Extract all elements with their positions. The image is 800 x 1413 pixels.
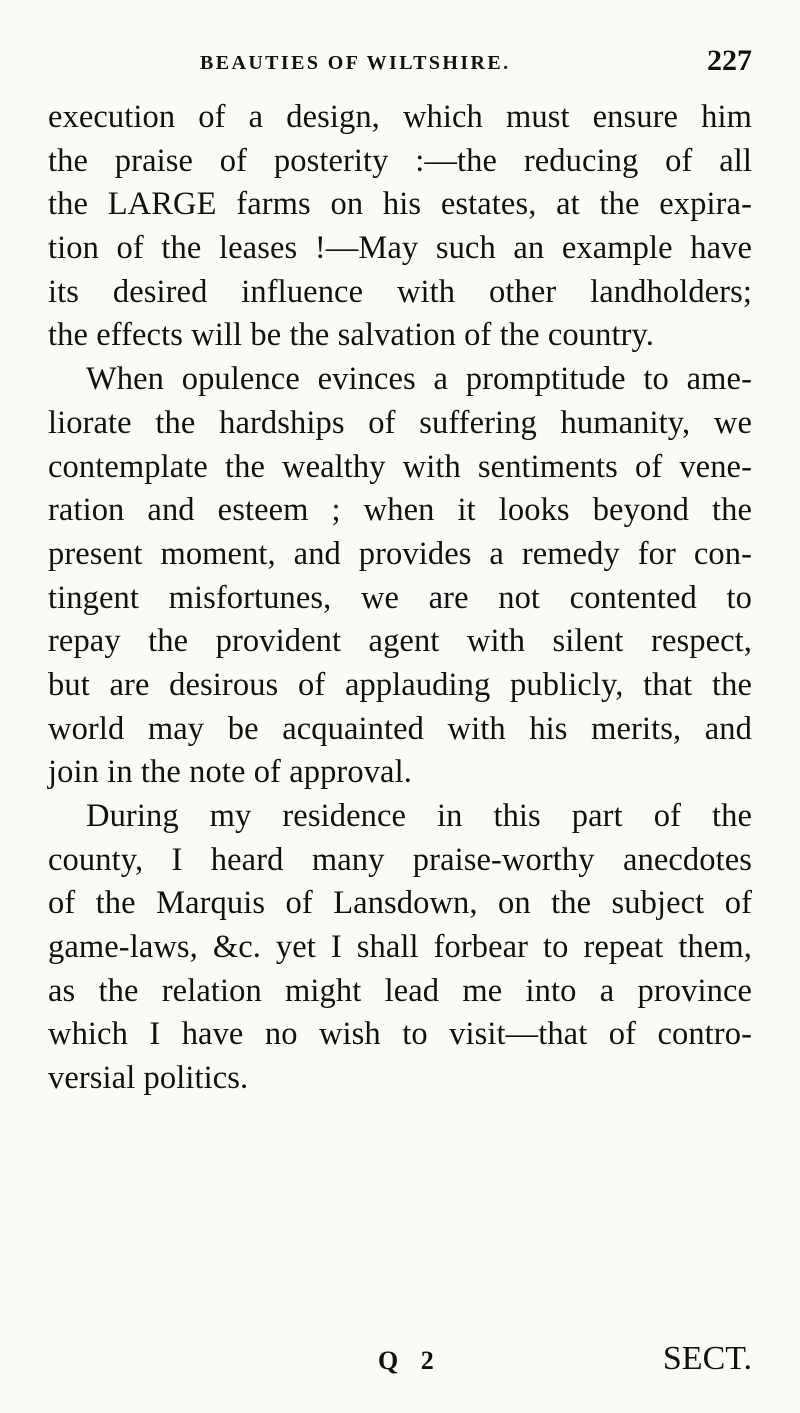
text-line: execution of a design, which must ensure him [48, 99, 752, 135]
page-number: 227 [707, 44, 752, 77]
text-line: versial politics. [48, 1060, 249, 1097]
text-line: repay the provident agent with silent respect, [48, 623, 752, 660]
text-line: as the relation might lead me into a province [48, 972, 752, 1009]
text-line: When opulence evinces a promptitude to ame- [86, 361, 752, 398]
text-line: world may be acquainted with his merits, and [48, 710, 752, 747]
text-line: the effects will be the salvation of the country. [48, 317, 654, 354]
text-line: present moment, and provides a remedy for con- [48, 535, 752, 572]
text-line: During my residence in this part of the [86, 798, 752, 834]
paragraph-2 [48, 358, 752, 795]
text-line: of the Marquis of Lansdown, on the subject of [48, 885, 752, 922]
catchword: SECT. [662, 1340, 752, 1377]
paragraph-3 [48, 795, 752, 1101]
text-line: liorate the hardships of suffering humanity, we [48, 404, 752, 441]
signature-mark: Q 2 [378, 1346, 442, 1375]
text-line: tingent misfortunes, we are not contented to [48, 579, 752, 616]
text-line: ration and esteem ; when it looks beyond the [48, 492, 752, 529]
text-line: contemplate the wealthy with sentiments of vene- [48, 448, 752, 485]
text-line: the praise of posterity :—the reducing of all [48, 142, 752, 179]
text-line: tion of the leases !—May such an example have [48, 230, 752, 267]
page-header [48, 44, 752, 80]
page-footer [48, 1340, 752, 1388]
body-text [48, 96, 752, 1101]
text-line: which I have no wish to visit—that of contro- [48, 1016, 752, 1053]
text-line: the LARGE farms on his estates, at the expira- [48, 186, 752, 223]
running-head: BEAUTIES OF WILTSHIRE. [200, 52, 511, 74]
text-line: join in the note of approval. [48, 754, 412, 791]
text-line: game-laws, &c. yet I shall forbear to repeat them, [48, 929, 752, 966]
text-line: its desired influence with other landholders; [48, 273, 752, 310]
text-line: county, I heard many praise-worthy anecdotes [48, 841, 752, 878]
paragraph-1 [48, 96, 752, 358]
text-line: but are desirous of applauding publicly, that the [48, 666, 752, 703]
